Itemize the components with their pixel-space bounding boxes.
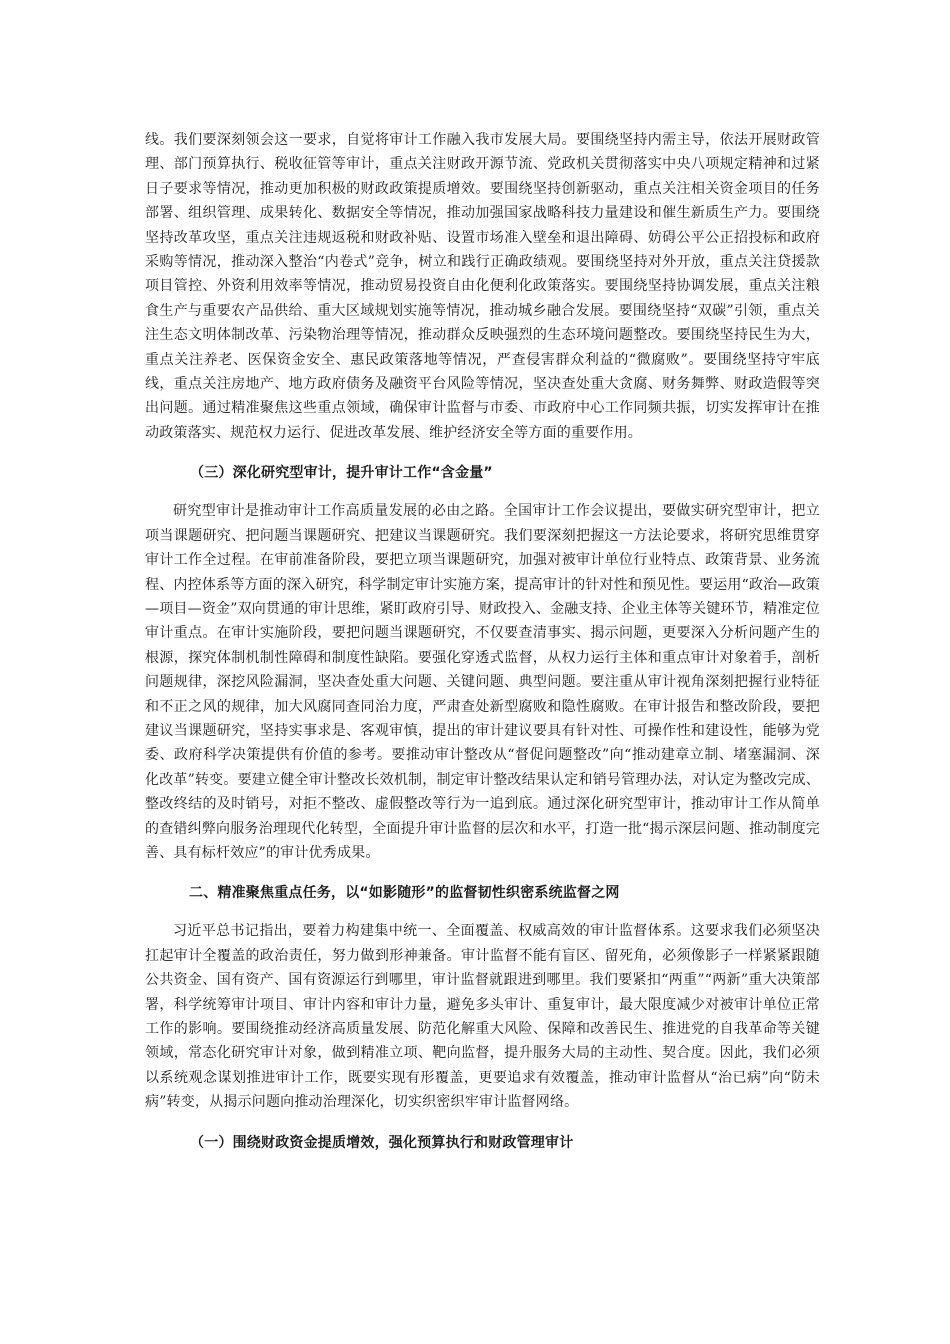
section-heading-1: （一）围绕财政资金提质增效，强化预算执行和财政管理审计 xyxy=(190,1134,574,1151)
chapter-heading-2: 二、精准聚焦重点任务，以“如影随形”的监督韧性织密系统监督之网 xyxy=(189,885,620,902)
document-page xyxy=(145,128,820,1155)
body-paragraph-3: 习近平总书记指出，要着力构建集中统一、全面覆盖、权威高效的审计监督体系。这要求我们必须坚决扛起审计全覆盖的政治责任，努力做到形神兼备。审计监督不能有盲区、留死角，必须像影子一样紧紧跟随公共资金、国有资产、国有资源运行到哪里，审计监督就跟进到哪里。我们要紧扣“两重”“两新”重大决策部署，科学统筹审计项目、审计内容和审计力量，避免多头审计、重复审计，最大限度减少对被审计单位正常工作的影响。要围绕推动经济高质量发展、防范化解重大风险、保障和改善民生、推进党的自我革命等关键领域，常态化研究审计对象，做到精准立项、靶向监督，提升服务大局的主动性、契合度。因此，我们必须以系统观念谋划推进审计工作，既要实现有形覆盖，更要追求有效覆盖，推动审计监督从“治已病”向“防未病”转变，从揭示问题向推动治理深化，切实织密织牢审计监督网络。 xyxy=(145,923,820,1111)
body-paragraph-2: 研究型审计是推动审计工作高质量发展的必由之路。全国审计工作会议提出，要做实研究型审计，把立项当课题研究、把问题当课题研究、把建议当课题研究。我们要深刻把握这一方法论要求，将研究思维贯穿审计工作全过程。在审前准备阶段，要把立项当课题研究，加强对被审计单位行业特点、政策背景、业务流程、内控体系等方面的深入研究，科学制定审计实施方案，提高审计的针对性和预见性。要运用“政治—政策—项目—资金”双向贯通的审计思维，紧盯政府引导、财政投入、金融支持、企业主体等关键环节，精准定位审计重点。在审计实施阶段，要把问题当课题研究，不仅要查清事实、揭示问题，更要深入分析问题产生的根源，探究体制机制性障碍和制度性缺陷。要强化穿透式监督，从权力运行主体和重点审计对象着手，剖析问题规律，深挖风险漏洞，坚决查处重大问题、关键问题、典型问题。要注重从审计视角深刻把握行业特征和不正之风的规律，加大风腐同查同治力度，严肃查处新型腐败和隐性腐败。在审计报告和整改阶段，要把建议当课题研究，坚持实事求是、客观审慎，提出的审计建议要具有针对性、可操作性和建设性，能够为党委、政府科学决策提供有价值的参考。要推动审计整改从“督促问题整改”向“推动建章立制、堵塞漏洞、深化改革”转变。要建立健全审计整改长效机制，制定审计整改结果认定和销号管理办法，对认定为整改完成、整改终结的及时销号，对拒不整改、虚假整改等行为一追到底。通过深化研究型审计，推动审计工作从简单的查错纠弊向服务治理现代化转型，全面提升审计监督的层次和水平，打造一批“揭示深层问题、推动制度完善、具有标杆效应”的审计优秀成果。 xyxy=(145,503,820,861)
body-paragraph-1: 线。我们要深刻领会这一要求，自觉将审计工作融入我市发展大局。要围绕坚持内需主导，依法开展财政管理、部门预算执行、税收征管等审计，重点关注财政开源节流、党政机关贯彻落实中央八项规定精神和过紧日子要求等情况，推动更加积极的财政政策提质增效。要围绕坚持创新驱动，重点关注相关资金项目的任务部署、组织管理、成果转化、数据安全等情况，推动加强国家战略科技力量建设和催生新质生产力。要围绕坚持改革攻坚，重点关注违规返税和财政补贴、设置市场准入壁垒和退出障碍、妨碍公平公正招投标和政府采购等情况，推动深入整治“内卷式”竞争，树立和践行正确政绩观。要围绕坚持对外开放，重点关注贷援款项目管控、外资利用效率等情况，推动贸易投资自由化便利化政策落实。要围绕坚持协调发展，重点关注粮食生产与重要农产品供给、重大区域规划实施等情况，推动城乡融合发展。要围绕坚持“双碳”引领，重点关注生态文明体制改革、污染物治理等情况，推动群众反映强烈的生态环境问题整改。要围绕坚持民生为大，重点关注养老、医保资金安全、惠民政策落地等情况，严查侵害群众利益的“微腐败”。要围绕坚持守牢底线，重点关注房地产、地方政府债务及融资平台风险等情况，坚决查处重大贪腐、财务舞弊、财政造假等突出问题。通过精准聚焦这些重点领域，确保审计监督与市委、市政府中心工作同频共振，切实发挥审计在推动政策落实、规范权力运行、促进改革发展、维护经济安全等方面的重要作用。 xyxy=(145,132,820,441)
section-heading-3: （三）深化研究型审计，提升审计工作“含金量” xyxy=(190,465,493,482)
